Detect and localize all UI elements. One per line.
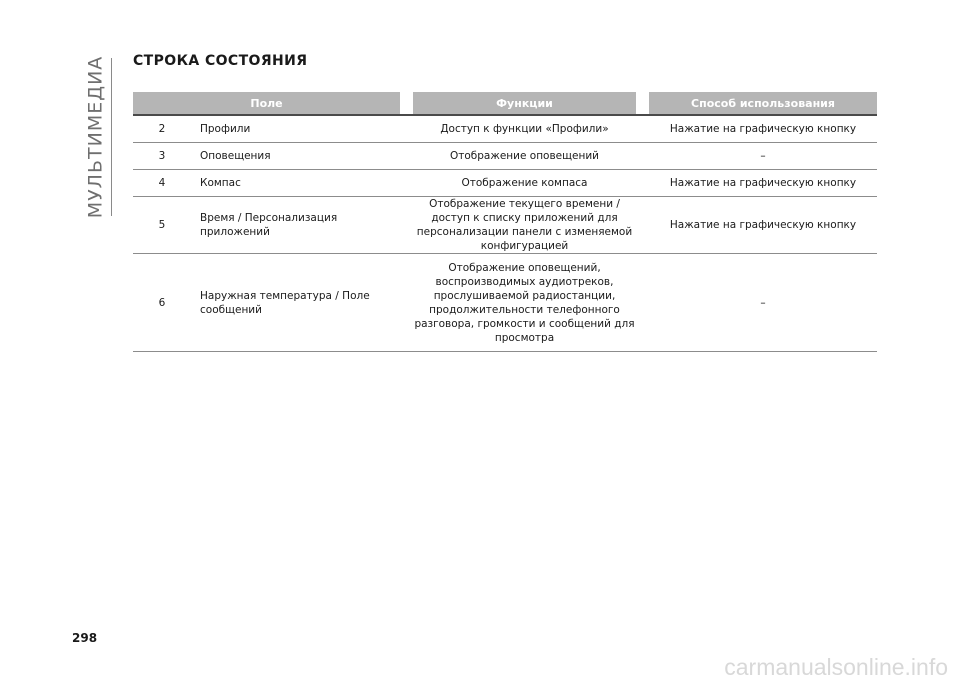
header-function: Функции bbox=[413, 92, 636, 114]
row-usage: Нажатие на графическую кнопку bbox=[669, 219, 857, 231]
table-row bbox=[133, 143, 877, 170]
row-function: Доступ к функции «Профили» bbox=[440, 123, 609, 135]
row-function: Отображение текущего времени / доступ к списку приложений для персонализации панели с изменяемой конфигурацией bbox=[416, 198, 633, 252]
side-divider bbox=[111, 58, 112, 216]
row-number: 2 bbox=[158, 123, 166, 135]
row-usage: – bbox=[760, 150, 766, 162]
row-number: 4 bbox=[158, 177, 166, 189]
row-usage: – bbox=[760, 296, 766, 309]
row-number: 5 bbox=[158, 219, 166, 231]
row-function: Отображение оповещений, воспроизводимых аудиотреков, прослушиваемой радиостанции, продолжительности телефонного разговора, громкости и сообщений для просмотра bbox=[414, 261, 635, 344]
row-number: 6 bbox=[158, 296, 166, 309]
section-title: СТРОКА СОСТОЯНИЯ bbox=[133, 53, 308, 69]
chapter-side-tab bbox=[82, 55, 108, 219]
table-row bbox=[133, 170, 877, 197]
row-field: Компас bbox=[200, 177, 241, 189]
table-row bbox=[133, 254, 877, 352]
table-row bbox=[133, 114, 877, 143]
row-field: Время / Персонализация приложений bbox=[200, 212, 338, 238]
page-number: 298 bbox=[72, 631, 98, 645]
row-usage: Нажатие на графическую кнопку bbox=[669, 123, 857, 135]
row-number: 3 bbox=[158, 150, 166, 162]
row-field: Оповещения bbox=[200, 150, 271, 162]
row-function: Отображение оповещений bbox=[449, 150, 599, 162]
row-function: Отображение компаса bbox=[461, 177, 588, 189]
row-field: Профили bbox=[200, 123, 251, 135]
header-field: Поле bbox=[133, 92, 400, 114]
status-bar-table bbox=[133, 114, 877, 352]
row-usage: Нажатие на графическую кнопку bbox=[669, 177, 857, 189]
chapter-title: МУЛЬТИМЕДИА bbox=[84, 55, 107, 219]
row-field: Наружная температура / Поле сообщений bbox=[200, 289, 370, 316]
header-usage: Способ использования bbox=[649, 92, 877, 114]
table-row bbox=[133, 197, 877, 254]
watermark: carmanualsonline.info bbox=[724, 654, 948, 680]
